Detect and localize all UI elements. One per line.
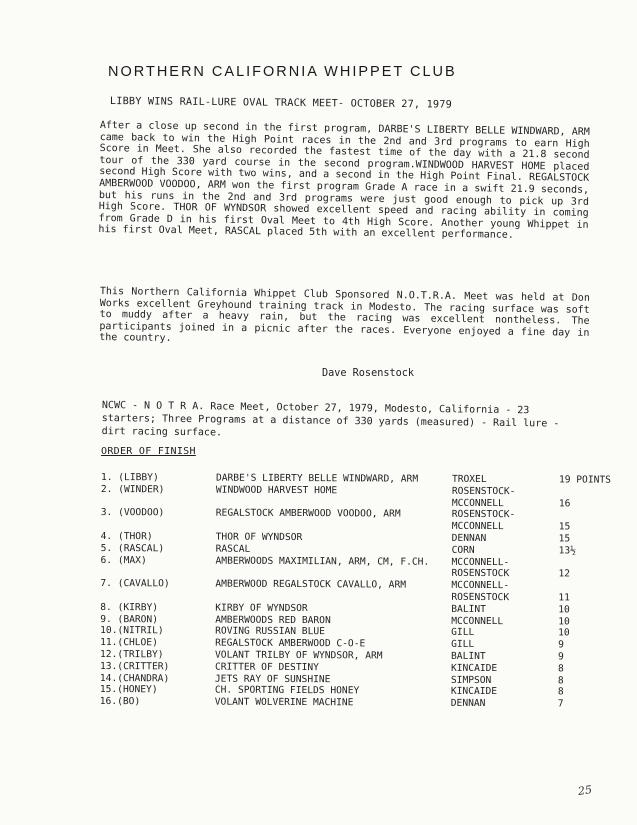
result-placing: 2. (WINDER) [100, 483, 165, 496]
result-placing: 13.(CRITTER) [99, 660, 170, 673]
result-dog-name: WINDWOOD HARVEST HOME [215, 484, 338, 497]
result-points: 7 [557, 698, 564, 710]
result-points: 16 [558, 486, 571, 510]
result-placing: 7. (CAVALLO) [100, 578, 170, 590]
result-placing: 6. (MAX) [100, 554, 147, 566]
result-placing: 10.(NITRIL) [100, 625, 164, 637]
result-owner: DENNAN [450, 697, 486, 710]
result-dog-name: ROVING RUSSIAN BLUE [215, 625, 325, 638]
result-owner: BALINT [451, 650, 486, 662]
result-row [100, 696, 610, 710]
club-title: NORTHERN CALIFORNIA WHIPPET CLUB [108, 64, 457, 80]
result-dog-name: AMBERWOODS MAXIMILIAN, ARM, CM, F.CH. [215, 555, 430, 568]
meet-info: NCWC - N O T R A. Race Meet, October 27, 1979, Modesto, California - 23 starters; Three Programs at a distance of 330 yards (measured) - Rail lure - dirt racing surface. [101, 400, 560, 439]
results-table [100, 472, 611, 711]
result-row [100, 578, 610, 604]
page-number: 25 [577, 783, 593, 798]
result-points: 10 [558, 627, 570, 639]
result-points: 12 [558, 556, 571, 580]
result-dog-name: CH. SPORTING FIELDS HONEY [214, 684, 360, 697]
result-placing: 12.(TRILBY) [100, 648, 164, 661]
result-dog-name: AMBERWOOD REGALSTOCK CAVALLO, ARM [215, 578, 407, 591]
result-dog-name: AMBERWOODS RED BARON [215, 614, 331, 626]
result-points: 8 [557, 674, 564, 686]
result-points: 19 POINTS [558, 474, 611, 486]
result-points: 10 [558, 604, 570, 616]
result-placing: 4. (THOR) [100, 530, 153, 543]
result-points: 9 [558, 651, 564, 663]
result-points: 15 [558, 533, 571, 545]
result-placing: 5. (RASCAL) [100, 542, 165, 555]
race-summary-paragraph: After a close up second in the first program, DARBE'S LIBERTY BELLE WINDWARD, ARM came back to win the High Point races in the 2nd and 3rd programs to earn High Score in Meet. She also recorded the fastest time of the day with a 21.8 second tour of the 330 yard course in the second program.WINDWOOD HARVEST HOME placed second High Score with two wins, and a second in the High Point Final. REGALSTOCK AMBERWOOD VOODOO, ARM won the first program Grade A race in a swift 21.9 seconds, but his runs in the 2nd and 3rd programs were just good enough to pick up 3rd High Score. THOR OF WYNDSOR showed excellent speed and racing ability in coming from Grade D in his first Oval Meet to 4th High Score. Another young Whippet in his first Oval Meet, RASCAL placed 5th with an excellent performance. [98, 120, 590, 242]
result-points: 10 [558, 615, 570, 628]
result-placing: 14.(CHANDRA) [99, 672, 170, 684]
result-dog-name: THOR OF WYNDSOR [215, 531, 303, 544]
result-points: 15 [558, 509, 571, 533]
result-owner: DENNAN [451, 532, 487, 545]
result-placing: 9. (BARON) [100, 613, 159, 625]
result-points: 13½ [558, 545, 576, 557]
result-owner: KINCAIDE [450, 686, 498, 698]
result-row [101, 507, 611, 533]
result-placing: 3. (VOODOO) [100, 507, 165, 519]
result-points: 8 [557, 663, 564, 675]
result-dog-name: CRITTER OF DESTINY [214, 661, 319, 673]
result-owner: GILL [451, 627, 475, 639]
result-placing: 11.(CHLOE) [100, 637, 158, 649]
result-row [101, 484, 611, 510]
result-dog-name: REGALSTOCK AMBERWOOD C-O-E [215, 637, 366, 650]
result-dog-name: JETS RAY OF SUNSHINE [214, 673, 331, 685]
result-placing: 16.(BO) [99, 696, 141, 708]
result-owner: MCCONNELL- ROSENSTOCK [451, 580, 510, 604]
result-owner: ROSENSTOCK- MCCONNELL [451, 485, 516, 509]
result-placing: 15.(HONEY) [99, 684, 158, 696]
result-points: 11 [558, 580, 570, 604]
result-dog-name: VOLANT WOLVERINE MACHINE [214, 696, 354, 709]
result-points: 8 [557, 686, 564, 698]
result-owner: TROXEL [451, 473, 487, 486]
result-row [100, 555, 610, 581]
author-name: Dave Rosenstock [322, 368, 415, 379]
result-points: 9 [558, 639, 564, 651]
result-owner: GILL [451, 638, 475, 651]
result-owner: CORN [451, 544, 475, 556]
result-owner: MCCONNELL [451, 615, 504, 627]
result-dog-name: DARBE'S LIBERTY BELLE WINDWARD, ARM [215, 472, 419, 485]
result-owner: ROSENSTOCK- MCCONNELL [451, 509, 516, 533]
article-headline: LIBBY WINS RAIL-LURE OVAL TRACK MEET- OCTOBER 27, 1979 [109, 96, 452, 111]
result-dog-name: VOLANT TRILBY OF WYNDSOR, ARM [215, 649, 383, 662]
result-placing: 1. (LIBBY) [100, 472, 159, 484]
order-of-finish-heading: ORDER OF FINISH [101, 446, 196, 457]
result-dog-name: REGALSTOCK AMBERWOOD VOODOO, ARM [215, 507, 401, 520]
result-owner: SIMPSON [450, 674, 492, 686]
result-dog-name: KIRBY OF WYNDSOR [215, 602, 308, 614]
result-owner: MCCONNELL- ROSENSTOCK [451, 556, 510, 580]
meet-location-paragraph: This Northern California Whippet Club Sponsored N.O.T.R.A. Meet was held at Don Works excellent Greyhound training track in Modesto. The racing surface was soft to muddy after a heavy rain, but the racing was excellent nontheless. The participants joined in a picnic after the races. Everyone enjoyed a fine day in the country. [99, 286, 590, 345]
result-placing: 8. (KIRBY) [100, 601, 159, 614]
result-dog-name: RASCAL [215, 543, 251, 555]
result-owner: BALINT [451, 603, 486, 615]
result-owner: KINCAIDE [450, 662, 498, 674]
